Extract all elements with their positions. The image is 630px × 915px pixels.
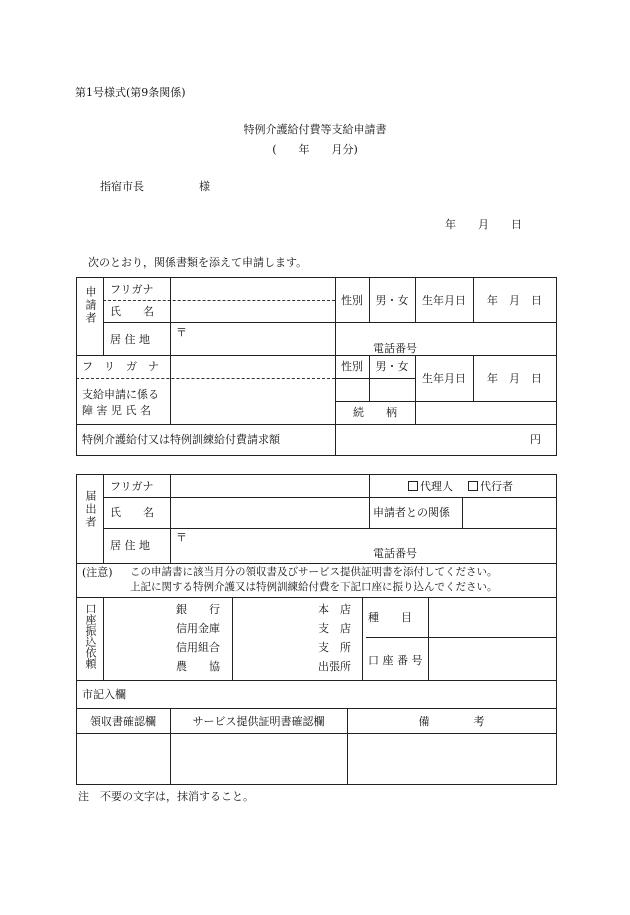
branch-branch: 支 店: [318, 622, 351, 635]
branch-outpost: 出張所: [318, 660, 351, 673]
proxy-checkbox[interactable]: [468, 481, 478, 491]
addressee: 指宿市長 様: [100, 180, 210, 193]
child-gender-label: 性別: [341, 360, 363, 373]
branch-head-office: 本 店: [318, 603, 351, 616]
applicant-gender-options: 男・女: [375, 294, 409, 307]
notifier-address-label: 居 住 地: [110, 539, 150, 552]
proxy-option-label: 代行者: [480, 480, 513, 493]
receipt-check-header: 領収書確認欄: [90, 715, 156, 728]
form-title: 特例介護給付費等支給申請書: [243, 123, 387, 136]
child-birth-value: 年 月 日: [487, 372, 542, 385]
agent-checkbox[interactable]: [408, 481, 418, 491]
application-date: 年 月 日: [445, 218, 522, 231]
applicant-birth-value: 年 月 日: [487, 294, 542, 307]
bank-type-shinkin: 信用金庫: [176, 622, 220, 635]
notifier-name-label: 氏 名: [110, 506, 154, 519]
child-furigana-label: フ リ ガ ナ: [82, 360, 159, 373]
notice-label: (注意): [82, 566, 113, 579]
claim-amount-label: 特例介護給付又は特例訓練給付費請求額: [82, 433, 280, 446]
notifier-section-label: 届出者: [84, 490, 97, 529]
child-name-label-line2: 障 害 児 氏 名: [82, 404, 151, 417]
remarks-header: 備 考: [418, 715, 485, 728]
bank-type-bank: 銀 行: [176, 603, 220, 616]
child-gender-options: 男・女: [375, 360, 409, 373]
notifier-postal-mark: 〒: [176, 531, 187, 544]
proxy-option[interactable]: [468, 480, 513, 493]
applicant-postal-mark: 〒: [176, 326, 187, 339]
child-name-label-line1: 支給申請に係る: [82, 388, 159, 401]
applicant-birth-label: 生年月日: [422, 294, 466, 307]
notice-line2: 上記に関する特例介護又は特例訓練給付費を下記口座に振り込んでください。: [130, 581, 498, 593]
agent-option[interactable]: [408, 480, 453, 493]
branch-sub: 支 所: [318, 641, 351, 654]
bank-type-kumiai: 信用組合: [176, 641, 220, 654]
applicant-name-label: 氏 名: [110, 305, 154, 318]
notifier-furigana-label: フリガナ: [110, 480, 154, 493]
agent-option-label: 代理人: [420, 480, 453, 493]
bank-section-label: 口座振込依頼: [84, 603, 97, 669]
child-birth-label: 生年月日: [422, 372, 466, 385]
bank-type-nokyo: 農 協: [176, 660, 220, 673]
applicant-address-label: 居 住 地: [110, 333, 150, 346]
footnote: 注 不要の文字は，抹消すること。: [78, 790, 254, 803]
applicant-phone-label: 電話番号: [373, 342, 417, 355]
claim-amount-unit: 円: [530, 433, 541, 446]
service-cert-check-header: サービス提供証明書確認欄: [192, 715, 325, 728]
form-number: 第1号様式(第9条関係): [75, 86, 186, 99]
child-relation-label: 続 柄: [353, 406, 397, 419]
notifier-phone-label: 電話番号: [373, 547, 417, 560]
form-period: ( 年 月分): [272, 143, 358, 156]
office-use-label: 市記入欄: [82, 688, 126, 701]
applicant-section-label: 申請者: [84, 286, 97, 325]
applicant-furigana-label: フリガナ: [110, 283, 154, 296]
applicant-gender-label: 性別: [341, 294, 363, 307]
account-type-label: 種 目: [368, 611, 412, 624]
notice-line1: この申請書に該当月分の領収書及びサービス提供証明書を添付してください。: [130, 566, 498, 578]
intro-text: 次のとおり，関係書類を添えて申請します。: [88, 256, 308, 269]
account-number-label: 口 座 番 号: [368, 654, 423, 667]
notifier-relation-label: 申請者との関係: [373, 506, 450, 519]
